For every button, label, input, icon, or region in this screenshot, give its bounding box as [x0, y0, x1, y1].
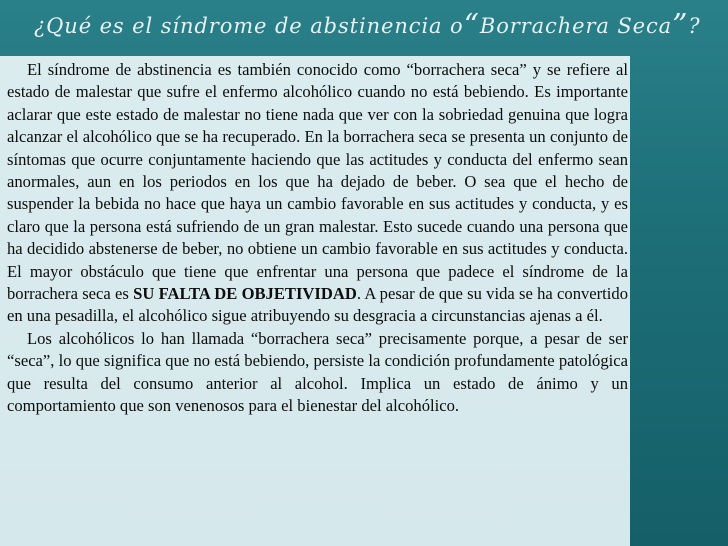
title-bar: [0, 0, 728, 52]
paragraph-1-text-end: . A pesar de que su vida se ha convertido en una pesadilla, el alcohólico sigue atribuyendo su desgracia a circunstancias ajenas a él.: [7, 284, 628, 326]
paragraph-1-bold: SU FALTA DE OBJETIVIDAD: [133, 284, 357, 304]
slide-title: [34, 8, 701, 43]
title-end: ?: [688, 14, 701, 38]
title-open-quote: “: [463, 8, 480, 43]
title-quoted-text: Borrachera Seca: [479, 14, 673, 38]
title-part1: ¿Qué es el síndrome de abstinencia o: [34, 14, 464, 38]
paragraph-1-text: El síndrome de abstinencia es también conocido como “borrachera seca” y se refiere al estado de malestar que sufre el enfermo alcohólico cuando no está bebiendo. Es importante aclarar que este estado de malestar no tiene nada que ver con la sobriedad genuina que logra alcanzar el alcohólico que se ha recuperado. En la borrachera seca se presenta un conjunto de síntomas que ocurre conjuntamente haciendo que las actitudes y conducta del enfermo sean anormales, aun en los periodos en los que ha dejado de beber. O sea que el hecho de suspender la bebida no hace que haya un cambio favorable en sus actitudes y conducta, y es claro que la persona está sufriendo de un gran malestar. Esto sucede cuando una persona que ha decidido abstenerse de beber, no obtiene un cambio favorable en sus actitudes y conducta. El mayor obstáculo que tiene que enfrentar una persona que padece el síndrome de la borrachera seca es: [7, 60, 628, 304]
paragraph-2: Los alcohólicos lo han llamada “borrachera seca” precisamente porque, a pesar de ser “seca”, lo que significa que no está bebiendo, persiste la condición profundamente patológica que resulta del consumo anterior al alcohol. Implica un estado de ánimo y un comportamiento que son venenosos para el bienestar del alcohólico.: [7, 328, 628, 416]
title-close-quote: ”: [672, 8, 689, 43]
content-box: [0, 56, 630, 546]
paragraph-1: [0, 56, 630, 328]
